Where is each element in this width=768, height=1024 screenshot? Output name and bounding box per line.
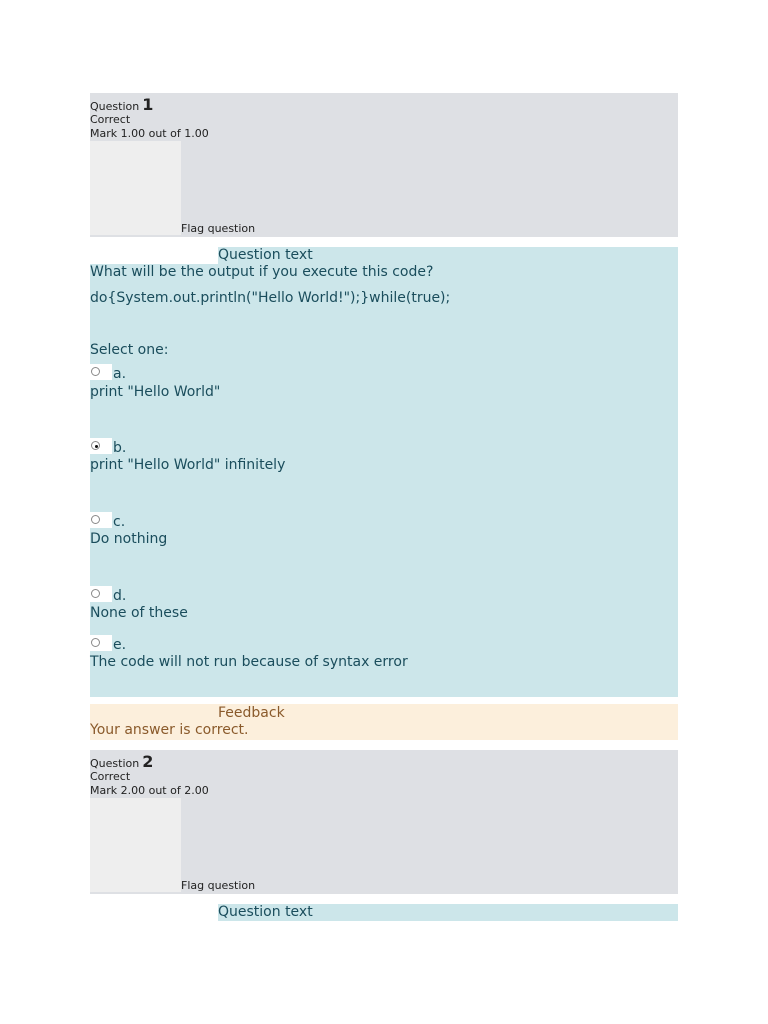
option-c-text[interactable]: Do nothing: [90, 531, 168, 547]
option-e-letter: e.: [113, 637, 127, 653]
question-label: Question: [90, 100, 140, 113]
option-a-letter: a.: [113, 366, 127, 382]
flag-question-link[interactable]: Flag question: [181, 879, 256, 892]
option-a-radio[interactable]: [90, 364, 112, 380]
question-prompt: What will be the output if you execute this code?: [90, 264, 434, 280]
question-text-heading: Question text: [218, 247, 678, 264]
question-number: [90, 752, 153, 771]
option-b-radio[interactable]: [90, 438, 112, 454]
question-number: [90, 95, 153, 114]
option-c-letter: c.: [113, 514, 126, 530]
radio-checked-icon: [91, 441, 100, 450]
option-d-radio[interactable]: [90, 586, 112, 602]
question-number-value: 1: [142, 95, 154, 114]
flag-icon[interactable]: [90, 798, 181, 892]
flag-icon[interactable]: [90, 141, 181, 235]
question-state: Correct: [90, 113, 131, 126]
option-d-letter: d.: [113, 588, 127, 604]
question-2-info: [90, 750, 678, 894]
feedback-heading: Feedback: [218, 705, 285, 721]
option-e-radio[interactable]: [90, 635, 112, 651]
question-number-value: 2: [142, 752, 154, 771]
flag-question-link[interactable]: Flag question: [181, 222, 256, 235]
option-b-letter: b.: [113, 440, 127, 456]
option-e-text[interactable]: The code will not run because of syntax error: [90, 654, 408, 670]
radio-unchecked-icon: [91, 515, 100, 524]
question-1-formulation: [90, 264, 678, 697]
question-1-feedback: [90, 704, 678, 740]
question-code: do{System.out.println("Hello World!");}while(true);: [90, 290, 451, 306]
question-text-heading: Question text: [218, 904, 678, 921]
option-b-text[interactable]: print "Hello World" infinitely: [90, 457, 286, 473]
question-grade: Mark 2.00 out of 2.00: [90, 784, 209, 797]
radio-unchecked-icon: [91, 638, 100, 647]
feedback-text: Your answer is correct.: [90, 722, 249, 738]
question-label: Question: [90, 757, 140, 770]
option-c-radio[interactable]: [90, 512, 112, 528]
question-1-info: [90, 93, 678, 237]
option-d-text[interactable]: None of these: [90, 605, 188, 621]
radio-unchecked-icon: [91, 367, 100, 376]
option-a-text[interactable]: print "Hello World": [90, 384, 221, 400]
question-grade: Mark 1.00 out of 1.00: [90, 127, 209, 140]
question-state: Correct: [90, 770, 131, 783]
radio-unchecked-icon: [91, 589, 100, 598]
select-one-label: Select one:: [90, 342, 169, 358]
